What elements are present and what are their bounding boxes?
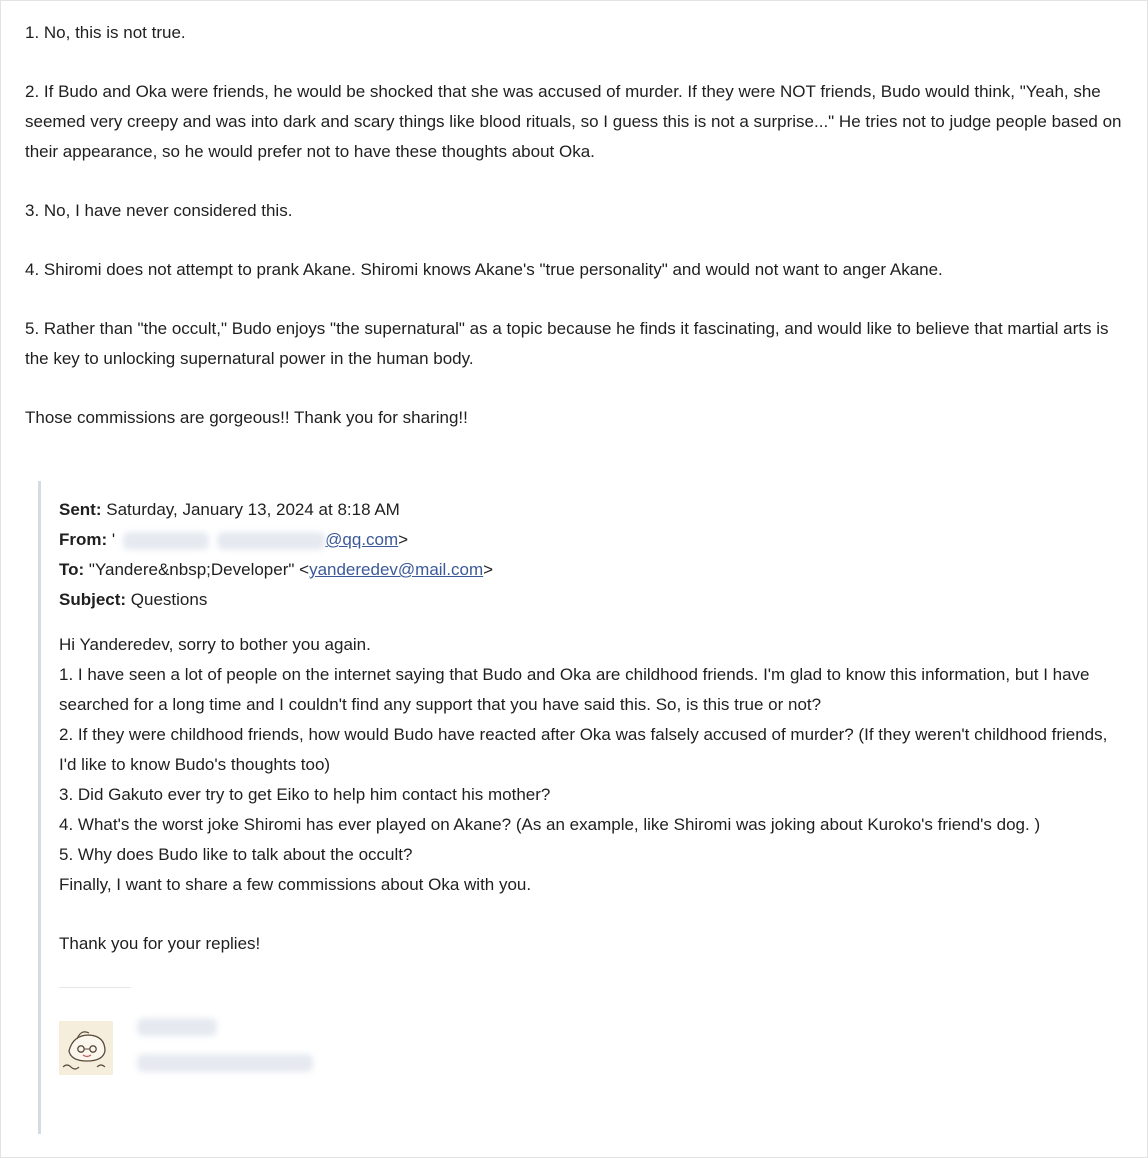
redacted-sender-address xyxy=(217,532,325,550)
quoted-message xyxy=(38,481,1131,1134)
redacted-signature-detail xyxy=(137,1054,313,1072)
reply-answer-3: 3. No, I have never considered this. xyxy=(25,201,293,220)
sent-value: Saturday, January 13, 2024 at 8:18 AM xyxy=(106,500,400,519)
cartoon-avatar-icon xyxy=(59,1021,113,1075)
from-label: From: xyxy=(59,530,108,549)
quoted-question-3: 3. Did Gakuto ever try to get Eiko to help him contact his mother? xyxy=(59,785,551,804)
to-name: "Yandere&nbsp;Developer" < xyxy=(88,560,310,579)
subject-header xyxy=(59,585,1119,615)
from-suffix: > xyxy=(398,530,409,549)
quoted-closing: Thank you for your replies! xyxy=(59,934,261,953)
quoted-question-2: 2. If they were childhood friends, how would Budo have reacted after Oka was falsely accused of murder? (If they weren't childhood friends, I'd like to know Budo's thoughts too) xyxy=(59,725,1108,774)
subject-label: Subject: xyxy=(59,590,127,609)
to-suffix: > xyxy=(483,560,494,579)
quoted-commissions-note: Finally, I want to share a few commissions about Oka with you. xyxy=(59,875,532,894)
to-label: To: xyxy=(59,560,85,579)
quoted-question-5: 5. Why does Budo like to talk about the occult? xyxy=(59,845,413,864)
quoted-greeting: Hi Yanderedev, sorry to bother you again. xyxy=(59,635,371,654)
to-email-link[interactable]: yanderedev@mail.com xyxy=(309,560,484,579)
redacted-signature-name xyxy=(137,1018,217,1036)
sent-label: Sent: xyxy=(59,500,102,519)
reply-answer-4: 4. Shiromi does not attempt to prank Akane. Shiromi knows Akane's "true personality" and would not want to anger Akane. xyxy=(25,260,943,279)
reply-answer-5: 5. Rather than "the occult," Budo enjoys "the supernatural" as a topic because he finds it fascinating, and would like to believe that martial arts is the key to unlocking supernatural power in the human body. xyxy=(25,319,1109,368)
redacted-sender-name xyxy=(123,532,209,550)
quoted-message-content xyxy=(59,495,1119,959)
quoted-question-4: 4. What's the worst joke Shiromi has ever played on Akane? (As an example, like Shiromi was joking about Kuroko's friend's dog. ) xyxy=(59,815,1041,834)
sent-header xyxy=(59,495,1119,525)
reply-body xyxy=(25,18,1125,462)
reply-answer-1: 1. No, this is not true. xyxy=(25,23,186,42)
reply-closing: Those commissions are gorgeous!! Thank you for sharing!! xyxy=(25,408,468,427)
subject-value: Questions xyxy=(130,590,208,609)
from-header xyxy=(59,525,1119,555)
quoted-question-1: 1. I have seen a lot of people on the internet saying that Budo and Oka are childhood friends. I'm glad to know this information, but I have searched for a long time and I couldn't find any support that you have said this. So, is this true or not? xyxy=(59,665,1090,714)
body-spacer xyxy=(59,900,1119,929)
reply-answer-2: 2. If Budo and Oka were friends, he would be shocked that she was accused of murder. If they were NOT friends, Budo would think, "Yeah, she seemed very creepy and was into dark and scary things like blood rituals, so I guess this is not a surprise..." He tries not to judge people based on their appearance, so he would prefer not to have these thoughts about Oka. xyxy=(25,82,1122,161)
quoted-body xyxy=(59,630,1119,959)
to-header xyxy=(59,555,1119,585)
from-email-link[interactable]: @qq.com xyxy=(325,530,399,549)
from-prefix: ' xyxy=(111,530,116,549)
signature-divider xyxy=(59,987,131,988)
